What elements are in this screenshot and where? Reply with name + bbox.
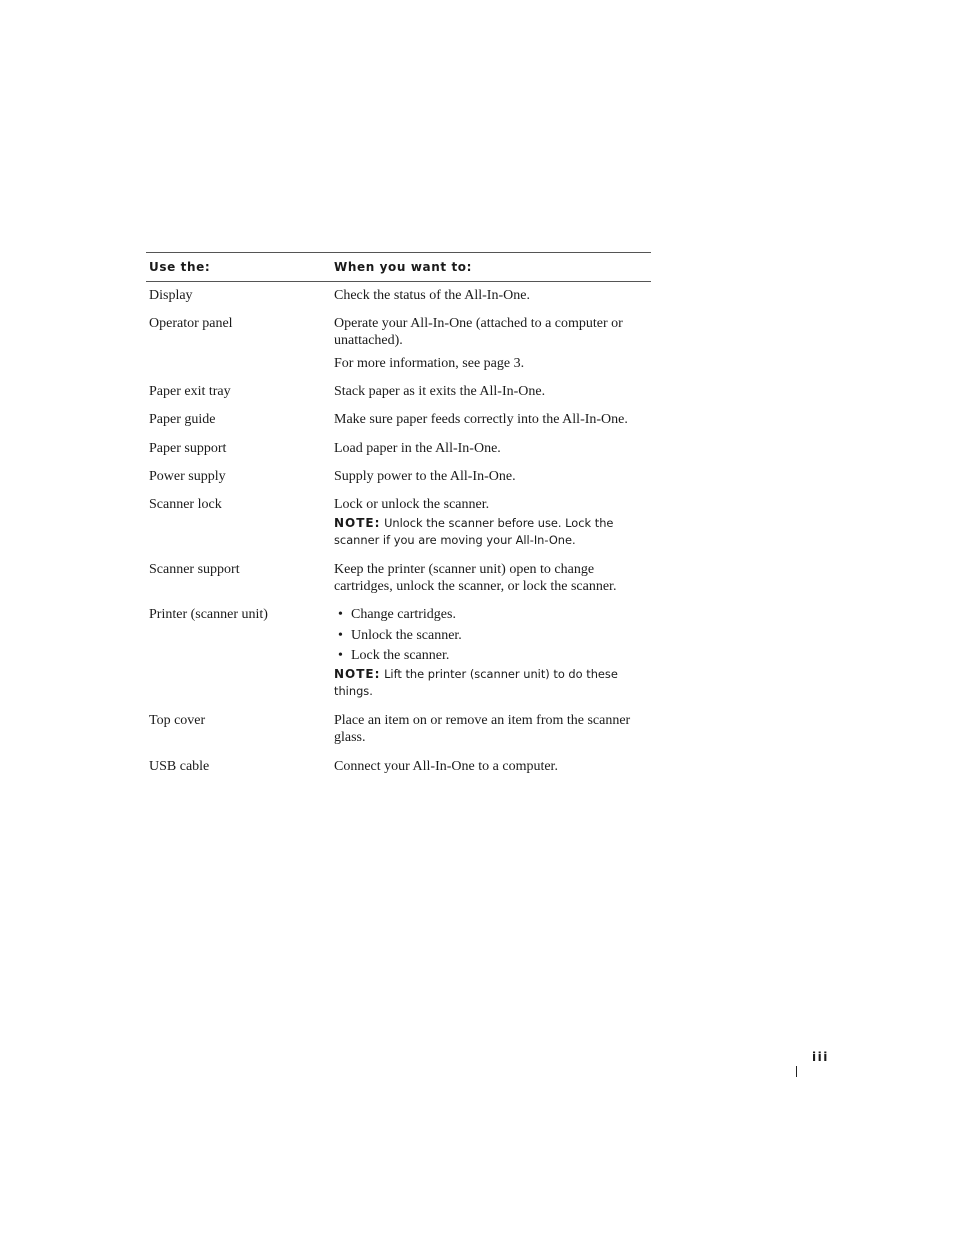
table-row (146, 758, 651, 786)
row-description: Supply power to the All-In-One. (334, 469, 516, 484)
row-part: Power supply (149, 469, 226, 484)
row-description: Make sure paper feeds correctly into the All-In-One. (334, 412, 628, 427)
table-row (146, 712, 651, 758)
row-part: Display (149, 288, 193, 303)
note (334, 515, 651, 549)
list-item: • Lock the scanner. (338, 648, 450, 663)
bullet-icon: • (338, 607, 343, 622)
bullet-list (334, 606, 651, 664)
table-row (146, 315, 651, 383)
table-row (146, 561, 651, 606)
row-description: Lock or unlock the scanner. NOTE: Unlock the scanner before use. Lock the scanner if you are moving your All-In-One. (334, 496, 651, 561)
row-description: Load paper in the All-In-One. (334, 441, 501, 456)
list-item: • Change cartridges. (338, 607, 456, 622)
margin-tick (796, 1066, 797, 1077)
note-label: NOTE: (334, 666, 381, 681)
row-description: Check the status of the All-In-One. (334, 288, 530, 303)
row-part: Scanner support (149, 562, 240, 577)
table-row (146, 287, 651, 315)
row-description: Connect your All-In-One to a computer. (334, 759, 558, 774)
page-number: iii (812, 1050, 829, 1064)
row-description: Stack paper as it exits the All-In-One. (334, 384, 546, 399)
table-header (146, 252, 651, 282)
row-part: Operator panel (149, 316, 233, 331)
parts-table (146, 252, 651, 786)
row-description: Place an item on or remove an item from the scanner glass. (334, 713, 631, 745)
note-label: NOTE: (334, 516, 381, 530)
table-row (146, 606, 651, 712)
bullet-icon: • (338, 648, 343, 663)
row-part: Paper exit tray (149, 384, 231, 399)
row-description: Operate your All-In-One (attached to a computer or unattached). For more information, see page 3. (334, 316, 623, 371)
header-use-the: Use the: (149, 260, 211, 274)
table-row (146, 383, 651, 411)
row-description: Keep the printer (scanner unit) open to change cartridges, unlock the scanner, or lock the scanner. (334, 562, 617, 594)
row-description (334, 606, 651, 712)
note-text: Lift the printer (scanner unit) to do these things. (334, 666, 618, 698)
row-part: Scanner lock (149, 497, 222, 512)
table-row (146, 411, 651, 440)
header-when-you-want-to: When you want to: (334, 260, 473, 274)
row-part: Paper guide (149, 412, 216, 427)
row-part: Top cover (149, 713, 206, 728)
list-item: • Unlock the scanner. (338, 627, 462, 643)
table-row (146, 440, 651, 468)
table-body (146, 282, 651, 786)
row-part: Paper support (149, 441, 227, 456)
note-text: Unlock the scanner before use. Lock the scanner if you are moving your All-In-One. (334, 516, 614, 547)
row-part: Printer (scanner unit) (149, 607, 268, 622)
row-part: USB cable (149, 759, 210, 774)
bullet-icon: • (338, 627, 343, 643)
note (334, 666, 651, 700)
table-row (146, 468, 651, 496)
table-row (146, 496, 651, 561)
